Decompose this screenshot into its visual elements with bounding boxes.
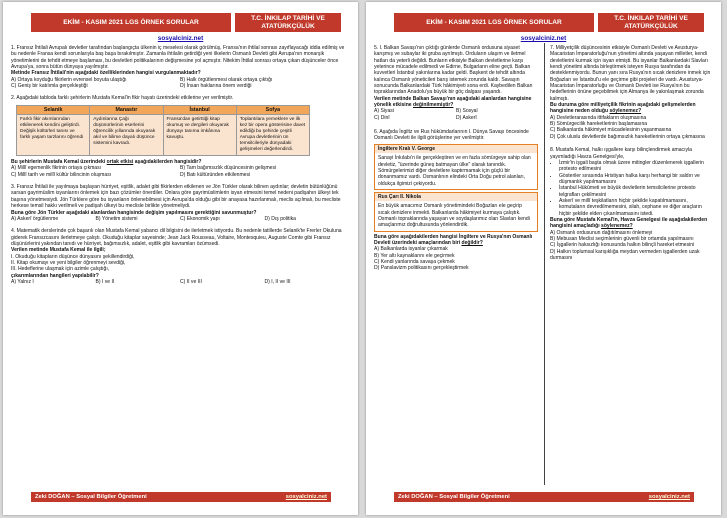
q2-option-c[interactable]: C) Millî tarih ve millî kültür bilincinin oluşması (11, 171, 112, 178)
q8-bullet-1: • İzmir'in işgali başta olmak üzere mitingler düzenlenerek işgallerin protesto edilmesini (559, 160, 712, 173)
q2-header-1: Selanik (17, 105, 90, 114)
q3-options (11, 216, 349, 222)
q6-box-russia (374, 192, 538, 232)
q5-option-b[interactable]: B) Sosyal (456, 108, 478, 115)
page-2 (366, 2, 721, 515)
footer (394, 492, 694, 502)
q7-option-a[interactable]: A) Devletlerarasında ittifakların oluşmasına (550, 114, 647, 121)
q2-options (11, 165, 349, 178)
q4-text: 4. Matematik derslerinde çok başarılı olan Mustafa Kemal yabancı dil bilgisini de ilerletmek istiyordu. Bu nedenle tatillerde Selanik'te Frerler Okuluna giderek Fransızcasını ilerletmeye çalıştı. Okuduğu kitaplar sayesinde; Jean Jack Rousseau, Voltaire, Montesquieu, Auguste Comte gibi Fransız düşünürlerini yakından tanıdı ve hürriyet, bağımsızlık, adalet, eşitlik gibi kavramları özümsedi. (11, 228, 342, 247)
q1-option-b[interactable]: B) Halk örgütlenmesi olarak ortaya çıktığı (180, 76, 273, 83)
q3-text: 3. Fransız İhtilali ile yayılmaya başlayan hürriyet, eşitlik, adalet gibi fikirlerden etkilenen ve Jön Türkler olarak bilinen aydınlar; devletin bütünlüğünü sarsan gayrimüslim isyanlarını önlemek için bazı çözümler önerdiler. Onlara göre gayrimüslimlerin isyan etmesini temel nedeni padişahın ülkeyi tek başına yönetmesiydi. Jön Türklere göre bu isyanların önlenebilmesi için Avrupa'da olduğu gibi bir anayasa hazırlanmalı, meclis açılmalı, bu mecliste herkese temsil hakkı verilmeli ve padişah ülkeyi bu meclisle birlikte yönetmeliydi. (11, 184, 341, 210)
q2-header-3: İstanbul (163, 105, 236, 114)
footer-site-link[interactable]: sosyalciniz.net (285, 494, 327, 500)
q8-question: Buna göre Mustafa Kemal'in, Havza Genelgesi ile aşağıdakilerden hangisini amaçladığı söylenemez? (550, 216, 708, 230)
q1-question: Metinde Fransız İhtilali'nin aşağıdaki özelliklerinden hangisi vurgulanmaktadır? (11, 70, 201, 77)
q3-option-c[interactable]: C) Ekonomik yapı (180, 215, 220, 222)
page-1 (3, 2, 358, 515)
q2-table (16, 105, 310, 156)
header-title: EKİM - KASIM 2021 LGS ÖRNEK SORULAR (31, 13, 231, 32)
q4-options (11, 279, 349, 285)
q8-option-c[interactable]: C) İşgallerin haksızlığı konusunda halkın bilinçli hareket etmesini (550, 242, 695, 249)
q5-question: Verilen metinde Balkan Savaşı'nın aşağıdaki alanlardan hangisine yönelik etkisine değinilmemiştir? (374, 95, 532, 109)
q4-option-d[interactable]: D) I, II ve III (264, 278, 291, 285)
q2-option-d[interactable]: D) Batı kültüründen etkilenmesi (180, 171, 251, 178)
q6-option-d[interactable]: D) Panslavizm politikasını gerçekleştirmek (374, 265, 469, 272)
q8-option-d[interactable]: D) Halkın toplumsal karışıklığa meydan vermeden işgallerden uzak durmasını (550, 248, 700, 261)
q4-option-a[interactable]: A) Yalnız I (11, 278, 34, 285)
q6-option-a[interactable]: A) Balkanlarda isyanlar çıkarmak (374, 246, 448, 253)
q4-question: Verilen metinde Mustafa Kemal ile ilgili; (11, 247, 106, 254)
q6-question: Buna göre aşağıdakilerden hangisi İngiltere ve Rusya'nın Osmanlı Devleti üzerindeki amaçlarından biri değildir? (374, 233, 533, 246)
header-site-link[interactable]: sosyalciniz.net (520, 35, 567, 42)
q3-option-d[interactable]: D) Dış politika (264, 215, 296, 222)
q4-option-b[interactable]: B) I ve II (95, 278, 115, 285)
q5-option-d[interactable]: D) Askerî (456, 114, 477, 121)
q4-tail: çıkarımlarından hangileri yapılabilir? (11, 272, 99, 279)
q1-option-d[interactable]: D) İnsan haklarına önem verdiği (180, 83, 252, 90)
q2-question: Bu şehirlerin Mustafa Kemal üzerindeki ortak etkisi aşağıdakilerden hangisidir? (11, 159, 202, 166)
page-2-left-column (374, 45, 538, 272)
q5-options (374, 108, 538, 121)
q6-box-england-title: İngiltere Kralı V. George (375, 145, 537, 153)
q3-question: Buna göre Jön Türkler aşağıdaki alanlardan hangisinde değişim yapılmasını gerektiğini savunmuştur? (11, 209, 257, 216)
q7-text: 7. Milliyetçilik düşüncesinin etkisiyle Osmanlı Devleti ve Avusturya-Macaristan İmparatorluğu'nun yönetimi altında yaşayan milletler, kendi devletlerini kurmak için isyan etmişti. Bu isyanlar Balkanlardaki Slavları kendi yönetimi altında birleştirmek isteyen Rusya tarafından da desteklenmiyordu. Bunun yanı sıra Rusya'nın sıcak denizlere inmek için Boğazları ve İstanbul'u ele geçirme gibi projeleri de vardı. Avusturya-Macaristan İmparatorluğu ve Osmanlı Devleti ise Rusya'nın bu hedeflerinin önüne geçebilmek için Almanya ile yakınlaşmak zorunda kalmıştı. (550, 45, 711, 102)
q2-option-a[interactable]: A) Millî egemenlik fikrinin ortaya çıkması (11, 165, 102, 172)
q2-cell-2: Aydınlarına Çağı düşünürlerinin eserlerini öğrencilik yıllarında okuyarak akıl ve bilime dayalı düşünce sistemini kavradı. (90, 115, 163, 156)
page-2-right-column (550, 45, 712, 261)
q1-options (11, 77, 349, 90)
q6-option-c[interactable]: C) Kendi yanlarında savaşa çekmek (374, 258, 455, 265)
q5-option-c[interactable]: C) Dinî (374, 114, 390, 121)
q1-option-a[interactable]: A) Ortaya koyduğu fikirlerin evrensel boyuta ulaştığı (11, 76, 127, 83)
q2-cell-1: Farklı fikir akımlarından etkilenerek kendini geliştirdi. Değişik kültürleri tanısı ve farklı yaşam tarzlarını öğrendi (17, 115, 90, 156)
q8-bullets (550, 160, 712, 217)
q6-box-england (374, 144, 538, 190)
q2-text: 2. Aşağıdaki tabloda farklı şehirlerin Mustafa Kemal'in fikir hayatı üzerindeki etkilerine yer verilmiştir. (11, 95, 234, 102)
q8-option-a[interactable]: A) Osmanlı ordusunun dağıtılmasını önlemeyi (550, 229, 653, 236)
q5-text: 5. I. Balkan Savaşı'nın çıktığı günlerde Osmanlı ordusuna siyaset karışmış ve subaylar iki gruba ayrılmıştı. Orduların ulaşım ve iletmel hatları da yeterli değildi. Bunların etkisiyle Balkan devletlerine karşı yeterince mücadele edilmedi ve Edirne, Bulgarların eline geçti. Balkan kuvvetleri İstanbul yakınlarına kadar geldi. Başkent de tehdit altında kalınca Osmanlı yöneticileri barış istemek zorunda kaldı. Savaşın sonucunda Balkanlardaki Türk hâkimiyeti sona erdi. Kaybedilen Balkan topraklarından Anadolu'ya büyük bir göç dalgası yaşandı. (374, 45, 533, 96)
q6-box-russia-title: Rus Çarı II. Nikola (375, 193, 537, 201)
q6-text: 6. Aşağıda İngiltz ve Rus hükümdarlarının I. Dünya Savaşı öncesinde Osmanlı Devleti ile ilgili görüşlerine yer verilmiştir. (374, 129, 529, 142)
q1-option-c[interactable]: C) Geniş bir katılımla gerçekleştiği (11, 83, 88, 90)
q8-text: 8. Mustafa Kemal, halkı ışgallere karşı bilinçlendirmek amacıyla yayımladığı Havza Genelgesi'yle, (550, 147, 692, 160)
footer-site-link[interactable]: sosyalciniz.net (648, 494, 690, 500)
q8-bullet-2: • Gösteriler sırasında Hristiyan halka karşı herhangi bir saldırı ve düşmanlık yapılmamasını (559, 173, 712, 186)
column-divider (544, 43, 545, 485)
q2-option-b[interactable]: B) Tam bağımsızlık düşüncesinin gelişmesi (180, 165, 277, 172)
q7-question: Bu duruma göre milliyetçilik fikrinin aşağıdaki gelişmelerden hangisine neden olduğu söylenemez? (550, 102, 696, 115)
q7-option-c[interactable]: C) Balkanlarda hâkimiyet mücadelesinin yaşanmasına (550, 127, 672, 134)
q6-box-england-text: Sanayi İnkılabı'n ile gerçekleştiren ve en fazla sömürgeye sahip olan devletiz, "üzerinde güneş batmayan ülke" olarak tanındık. Sömürgelerimizi diğer devletlere kaptırmamak için güçlü bir donanmamız vardı. Osmanlının elindeki Orta Doğu petrol alanları, oldukça ilgimizi çekiyordu. (378, 155, 531, 187)
q8-bullet-4: • Askerî ve millî teşkilatların hiçbir şekilde kapatılmamasını, komutaların devredilmemesini, silah, cephane ve diğer araçların hiçbir şekilde elden çıkarılmamasını istedi. (559, 198, 712, 217)
q6-box-russia-text: En büyük amacımız Osmanlı yönetimindeki Boğazları ele geçirip sıcak denizlere inmekti. Balkanlarda hâkimiyet kurmaya çalıştık. Osmanlı topraklarında yaşayan ve soydaşlarımız olan Slavları kendi amaçlarımız doğrultusunda yönlendirdik. (378, 203, 530, 229)
q4-item-3: III. Hedeflerine ulaşmak için azimle çalıştığı, (11, 266, 110, 273)
q6-option-b[interactable]: B) Yer altı kaynaklarını ele geçirmek (374, 252, 455, 259)
header-site-link[interactable]: sosyalciniz.net (157, 35, 204, 42)
q1-text: 1. Fransız İhtilali Avrupalı devletler tarafından başlangıçta ülkenin iç meselesi olarak görülmüş, Fransa'nın ihtilal sonrası zayıflayacağı iddia edilmiş ve bu nedenle Fransa kendi sorunlarıyla baş başa bırakılmıştır. Zamanla ihtilalin getirdiği yeni ilkelerin Osmanlı Devleti gibi Avrupa'nın monarşik yönetimlerini de tehdit etmeye başlaması, bu devletleri politikalarının değişmesine yol açmıştır. Nitekim İhtilal sonrası ortaya çıkan düşünceler önce Avrupa'ya, sonra bütün dünyaya yayılmıştır. (11, 45, 345, 71)
q4-item-1: I. Okuduğu kitapların düşünce dünyasını şekillendirdiği, (11, 253, 135, 260)
header-subject: T.C. İNKILAP TARİHİ VE ATATÜRKÇÜLÜK (598, 13, 704, 32)
q7-option-b[interactable]: B) Sömürgecilik hareketlerinin başlamasına (550, 121, 648, 128)
q2-cell-3: Fransa'dan getirttiği kitap okumuş ve dergileri okuyarak dünyayı tanıma imkânına kavuştu. (163, 115, 236, 156)
q4-item-2: II. Kitap okumayı ve yeni bilgiler öğrenmeyi sevdiği, (11, 259, 126, 266)
page-1-content (11, 45, 349, 285)
footer-author: Zeki DOĞAN – Sosyal Bilgiler Öğretmeni (35, 494, 147, 500)
footer-author: Zeki DOĞAN – Sosyal Bilgiler Öğretmeni (398, 494, 510, 500)
q2-header-4: Sofya (236, 105, 309, 114)
q4-option-c[interactable]: C) II ve III (180, 278, 202, 285)
q8-bullet-3: • İstanbul Hükûmeti ve büyük devletlerin temsilcilerine protesto telgrafları çekilmesini (559, 185, 712, 198)
q2-header-2: Manastır (90, 105, 163, 114)
q2-cell-4: Toplantılara yemeklere ve ilk kez bir opera gösterisine davet edildiği bu şehirde çeşitli Avrupa devletlerinin ün temsilcileriyle dünyadaki gelişmeleri değerlendirdi. (236, 115, 309, 156)
q3-option-b[interactable]: B) Yönetim sistemi (95, 215, 138, 222)
q3-option-a[interactable]: A) Askerî örgütlenme (11, 215, 59, 222)
q8-option-b[interactable]: B) Mebusan Meclisi seçimlerinin güvenli bir ortamda yapılmasını (550, 235, 694, 242)
header-title: EKİM - KASIM 2021 LGS ÖRNEK SORULAR (394, 13, 594, 32)
footer (31, 492, 331, 502)
q7-option-d[interactable]: D) Çok uluslu devletlerde bağımsızlık hareketlerinin ortaya çıkmasına (550, 133, 705, 140)
header-subject: T.C. İNKILAP TARİHİ VE ATATÜRKÇÜLÜK (235, 13, 341, 32)
q5-option-a[interactable]: A) Siyasi (374, 108, 394, 115)
